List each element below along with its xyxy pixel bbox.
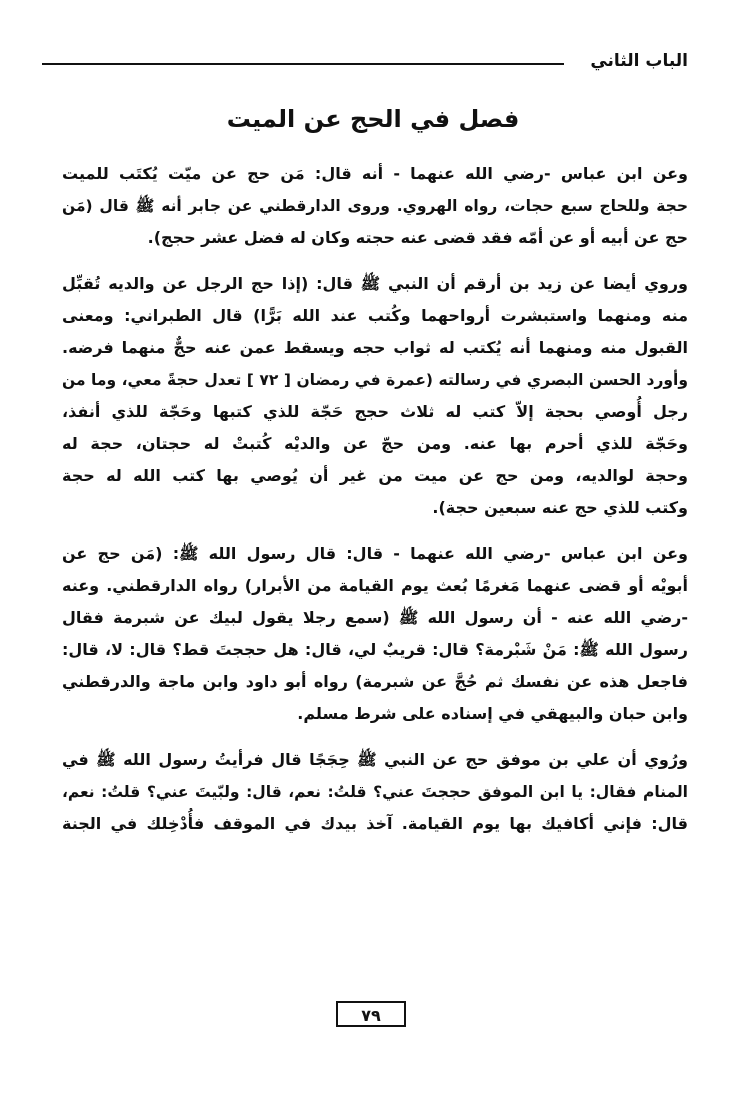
text-line: وحَجّة للذي أحرم بها عنه. ومن حجّ عن والديْه كُتبتْ له حجتان، حجة له	[62, 434, 688, 453]
text-line: المنام فقال: يا ابن الموفق حججتَ عني؟ قلتُ: نعم، قال: ولبّيتَ عني؟ قلتُ: نعم،	[62, 783, 688, 801]
text-line: قال: فإني أكافيك بها يوم القيامة. آخذ بيدك في الموقف فأُدْخِلك في الجنة	[62, 814, 688, 833]
text-line: وأورد الحسن البصري في رسالته (عمرة في رمضان [ ٧٢ ] تعدل حجةً معي، وما من	[62, 371, 688, 389]
text-line: وروي أيضا عن زيد بن أرقم أن النبي ﷺ قال: (إذا حج الرجل عن والديه تُقبِّل	[62, 274, 688, 293]
text-line: وابن حبان والبيهقي في إسناده على شرط مسلم.	[297, 704, 688, 723]
text-line: أبويْه أو قضى عنهما مَغرمًا بُعث يوم القيامة من الأبرار) رواه الدارقطني. وعنه	[62, 576, 688, 595]
paragraph	[62, 538, 688, 730]
paragraph	[62, 744, 688, 840]
text-line: وعن ابن عباس -رضي الله عنهما - قال: قال رسول الله ﷺ: (مَن حج عن	[62, 544, 688, 563]
paragraph	[62, 268, 688, 524]
running-header	[42, 50, 688, 74]
chapter-title: الباب الثاني	[590, 51, 688, 71]
text-line: -رضي الله عنه - أن رسول الله ﷺ (سمع رجلا يقول لبيك عن شبرمة فقال	[62, 608, 688, 627]
body-text	[62, 158, 688, 854]
text-line: فاجعل هذه عن نفسك ثم حُجَّ عن شبرمة) رواه أبو داود وابن ماجة والدرقطني	[62, 672, 688, 691]
text-line: وعن ابن عباس -رضي الله عنهما - أنه قال: مَن حج عن ميّت يُكتَب للميت	[62, 164, 688, 183]
text-line: حجة وللحاج سبع حجات، رواه الهروي. وروى الدارقطني عن جابر أنه ﷺ قال (مَن	[62, 197, 688, 215]
paragraph	[62, 158, 688, 254]
text-line: رسول الله ﷺ: مَنْ شَبْرمة؟ قال: قريبٌ لي، قال: هل حججتَ قط؟ قال: لا، قال:	[62, 640, 688, 659]
text-line: وحجة لوالديه، ومن حج عن ميت من غير أن يُوصي بها كتب الله له حجة	[62, 466, 688, 485]
header-rule	[42, 63, 564, 65]
section-title: فصل في الحج عن الميت	[226, 105, 520, 133]
text-line: حج عن أبيه أو عن أمّه فقد قضى عنه حجته وكان له فضل عشر حجج).	[147, 228, 688, 247]
text-line: القبول منه ومنهما أنه يُكتب له ثواب حجه ويسقط عمن عنه حجٌّ منهما فرضه.	[62, 338, 688, 357]
page-number: ٧٩	[361, 1006, 381, 1025]
text-line: منه ومنهما واستبشرت أرواحهما وكُتب عند الله بَرًّا) قال الطبراني: ومعنى	[62, 306, 688, 325]
text-line: رجل أُوصي بحجة إلاّ كتب له ثلاث حجج حَجّة للذي كتبها وحَجّة للذي أنفذ،	[62, 402, 688, 421]
text-line: ورُوي أن علي بن موفق حج عن النبي ﷺ حِجَجًا قال فرأيتُ رسول الله ﷺ في	[62, 750, 688, 769]
text-line: وكتب للذي حج عنه سبعين حجة).	[432, 498, 688, 517]
page-number-box	[336, 1001, 406, 1027]
